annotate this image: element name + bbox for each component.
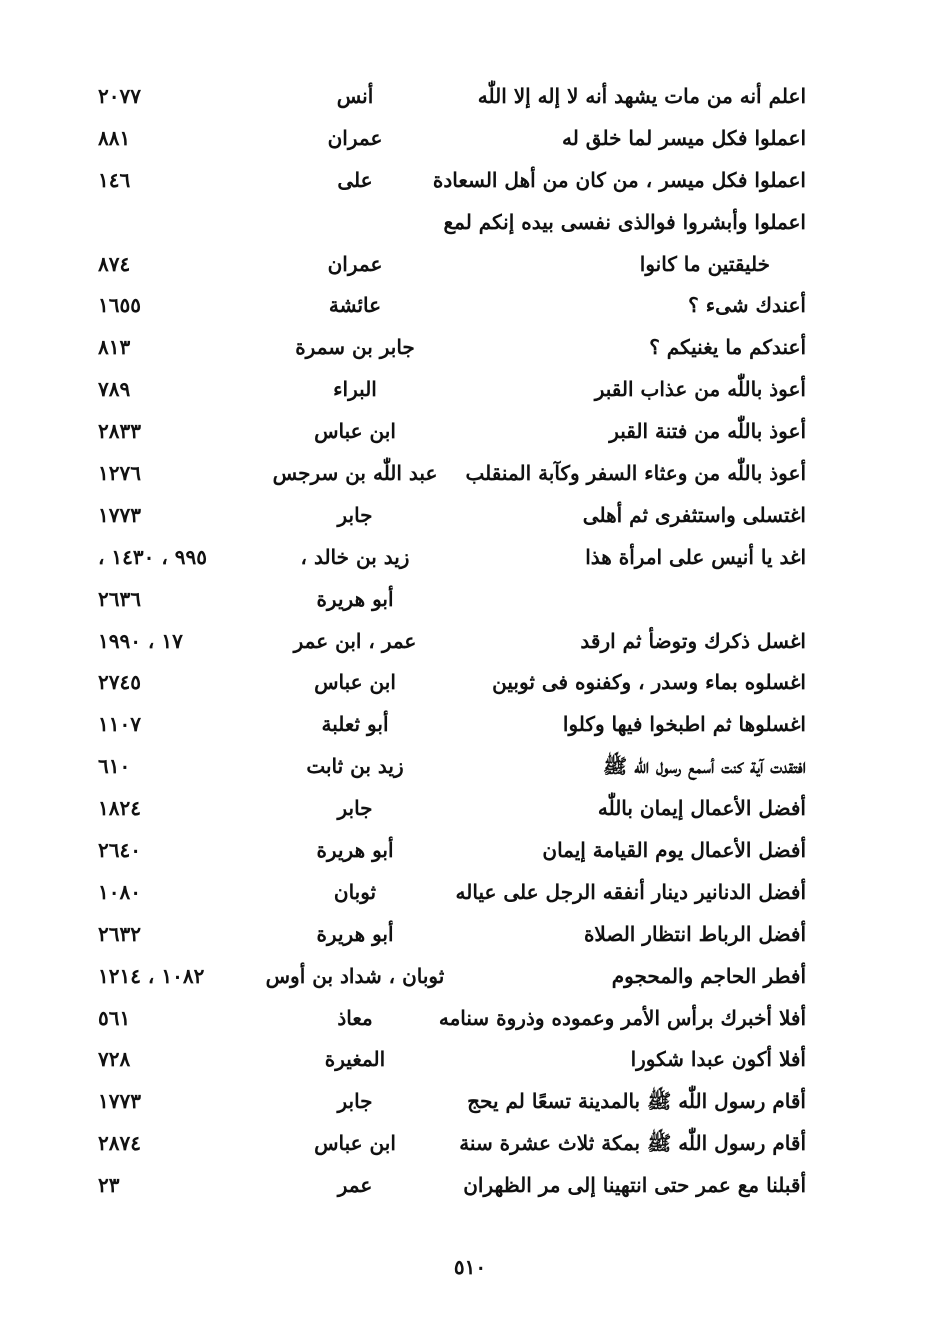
index-table (80, 78, 820, 1209)
hadith-text: أفضل الرباط انتظار الصلاة (583, 921, 806, 946)
index-row (80, 1041, 820, 1083)
hadith-text: أفضل الأعمال إيمان باللّٰه (597, 796, 806, 821)
hadith-text: اعملوا فكل ميسر لما خلق له (562, 125, 806, 150)
hadith-text: أقبلنا مع عمر حتى انتهينا إلى مر الظهران (463, 1173, 806, 1198)
narrator-name: أبو هريرة (316, 921, 394, 946)
index-row (80, 120, 820, 162)
narrator-name: أبو ثعلبة (321, 712, 389, 737)
hadith-text: اعملوا وأبشروا فوالذى نفسى بيده إنكم لمع (443, 209, 806, 234)
index-row (80, 413, 820, 455)
hadith-text: أعوذ باللّٰه من عذاب القبر (594, 377, 806, 402)
index-row (80, 539, 820, 581)
hadith-text: أفلا أخبرك برأس الأمر وعموده وذروة سنامه (438, 1005, 806, 1030)
index-row (80, 162, 820, 204)
hadith-number: ٢٠٧٧ (98, 84, 141, 108)
hadith-number: ١٧٧٣ (98, 502, 141, 527)
narrator-name: عمر ، ابن عمر (293, 628, 417, 653)
narrator-name: زيد بن خالد ، (300, 544, 410, 569)
index-row (80, 706, 820, 748)
index-row (80, 204, 820, 246)
hadith-text: اعلم أنه من مات يشهد أنه لا إله إلا اللّٰه (477, 84, 806, 108)
index-row (80, 1083, 820, 1125)
index-row (80, 371, 820, 413)
narrator-name: أبو هريرة (316, 838, 394, 863)
hadith-number: ٥٦١ (98, 1005, 131, 1030)
index-row (80, 581, 820, 623)
hadith-text: خليقتين ما كانوا (639, 251, 770, 276)
narrator-name: ابن عباس (314, 670, 396, 695)
index-row (80, 832, 820, 874)
hadith-number: ١٠٨٢ ، ١٢١٤ (98, 963, 205, 988)
index-row (80, 455, 820, 497)
index-row (80, 623, 820, 665)
narrator-name: عمر (337, 1173, 373, 1198)
index-row (80, 329, 820, 371)
index-row (80, 874, 820, 916)
narrator-name: معاذ (337, 1005, 373, 1030)
hadith-text: أفطر الحاجم والمحجوم (611, 963, 806, 988)
narrator-name: عمران (327, 125, 383, 150)
hadith-number: ١٧٧٣ (98, 1089, 141, 1114)
hadith-number: ٢٦٤٠ (98, 838, 141, 863)
hadith-number: ٨١٣ (98, 335, 131, 360)
narrator-name: المغيرة (324, 1047, 386, 1072)
hadith-number: ٨٧٤ (98, 251, 131, 276)
hadith-number: ١٤٦ (98, 167, 131, 192)
hadith-text: اعملوا فكل ميسر ، من كان من أهل السعادة (432, 167, 806, 192)
hadith-number: ١١٠٧ (98, 712, 141, 737)
hadith-text: اغتسلى واستثفرى ثم أهلى (582, 502, 806, 527)
narrator-name: جابر بن سمرة (295, 335, 415, 360)
page-number: ٥١٠ (453, 1255, 487, 1279)
hadith-text: أعندكم ما يغنيكم ؟ (649, 335, 806, 360)
hadith-number: ٢٨٧٤ (98, 1131, 141, 1156)
hadith-number: ١٦٥٥ (98, 293, 141, 318)
index-row (80, 287, 820, 329)
hadith-number: ١٠٨٠ (98, 879, 141, 904)
hadith-text: أفضل الدنانير دينار أنفقه الرجل على عياله (455, 879, 806, 904)
index-row (80, 916, 820, 958)
narrator-name: جابر (337, 502, 373, 527)
hadith-text: أعوذ باللّٰه من وعثاء السفر وكآبة المنقلب (465, 461, 806, 486)
hadith-text: اغسلوها ثم اطبخوا فيها وكلوا (562, 712, 806, 737)
hadith-number: ١٨٢٤ (98, 796, 141, 821)
index-row (80, 497, 820, 539)
hadith-text: اغد يا أنيس على امرأة هذا (585, 544, 806, 569)
hadith-number: ٢٨٣٣ (98, 419, 141, 444)
hadith-number: ٦١٠ (98, 754, 131, 779)
narrator-name: أبو هريرة (316, 586, 394, 611)
hadith-text: اغسل ذكرك وتوضأ ثم ارقد (580, 628, 806, 653)
hadith-number: ٧٢٨ (98, 1047, 131, 1072)
narrator-name: عمران (327, 251, 383, 276)
narrator-name: ابن عباس (314, 419, 396, 444)
hadith-text: أقام رسول اللّٰه ﷺ بمكة ثلاث عشرة سنة (459, 1131, 806, 1156)
index-row (80, 1125, 820, 1167)
index-row (80, 748, 820, 790)
hadith-number: ٨٨١ (98, 125, 131, 150)
hadith-number: ٩٩٥ ، ١٤٣٠ ، (98, 544, 208, 569)
hadith-number: ٧٨٩ (98, 377, 131, 402)
narrator-name: ابن عباس (314, 1131, 396, 1156)
hadith-number: ٢٧٤٥ (98, 670, 141, 695)
hadith-number: ١٢٧٦ (98, 461, 141, 486)
narrator-name: البراء (333, 377, 377, 402)
index-row (80, 1167, 820, 1209)
narrator-name: عائشة (328, 293, 382, 318)
hadith-text: افتقدت آية كنت أسمع رسول اللّٰه ﷺ (603, 754, 806, 779)
narrator-name: ثوبان (333, 879, 377, 904)
index-row (80, 664, 820, 706)
index-row (80, 246, 820, 288)
index-row (80, 1000, 820, 1042)
hadith-text: أفضل الأعمال يوم القيامة إيمان (542, 838, 806, 863)
hadith-number: ٢٦٣٦ (98, 586, 141, 611)
narrator-name: ثوبان ، شداد بن أوس (265, 963, 445, 988)
narrator-name: عبد اللّٰه بن سرجس (272, 461, 438, 486)
hadith-text: أعوذ باللّٰه من فتنة القبر (609, 419, 806, 444)
hadith-text: اغسلوه بماء وسدر ، وكفنوه فى ثوبين (492, 670, 806, 695)
hadith-text: أعندك شىء ؟ (688, 293, 806, 318)
hadith-text: أقام رسول اللّٰه ﷺ بالمدينة تسعًا لم يحج (467, 1089, 806, 1114)
index-row (80, 78, 820, 120)
narrator-name: على (337, 167, 373, 192)
hadith-number: ١٧ ، ١٩٩٠ (98, 628, 183, 653)
index-row (80, 958, 820, 1000)
hadith-text: أفلا أكون عبدا شكورا (630, 1047, 806, 1072)
narrator-name: جابر (337, 1089, 373, 1114)
narrator-name: زيد بن ثابت (306, 754, 404, 779)
narrator-name: أنس (336, 84, 374, 108)
index-row (80, 790, 820, 832)
hadith-number: ٢٦٣٢ (98, 921, 141, 946)
narrator-name: جابر (337, 796, 373, 821)
hadith-number: ٢٣ (98, 1173, 120, 1198)
